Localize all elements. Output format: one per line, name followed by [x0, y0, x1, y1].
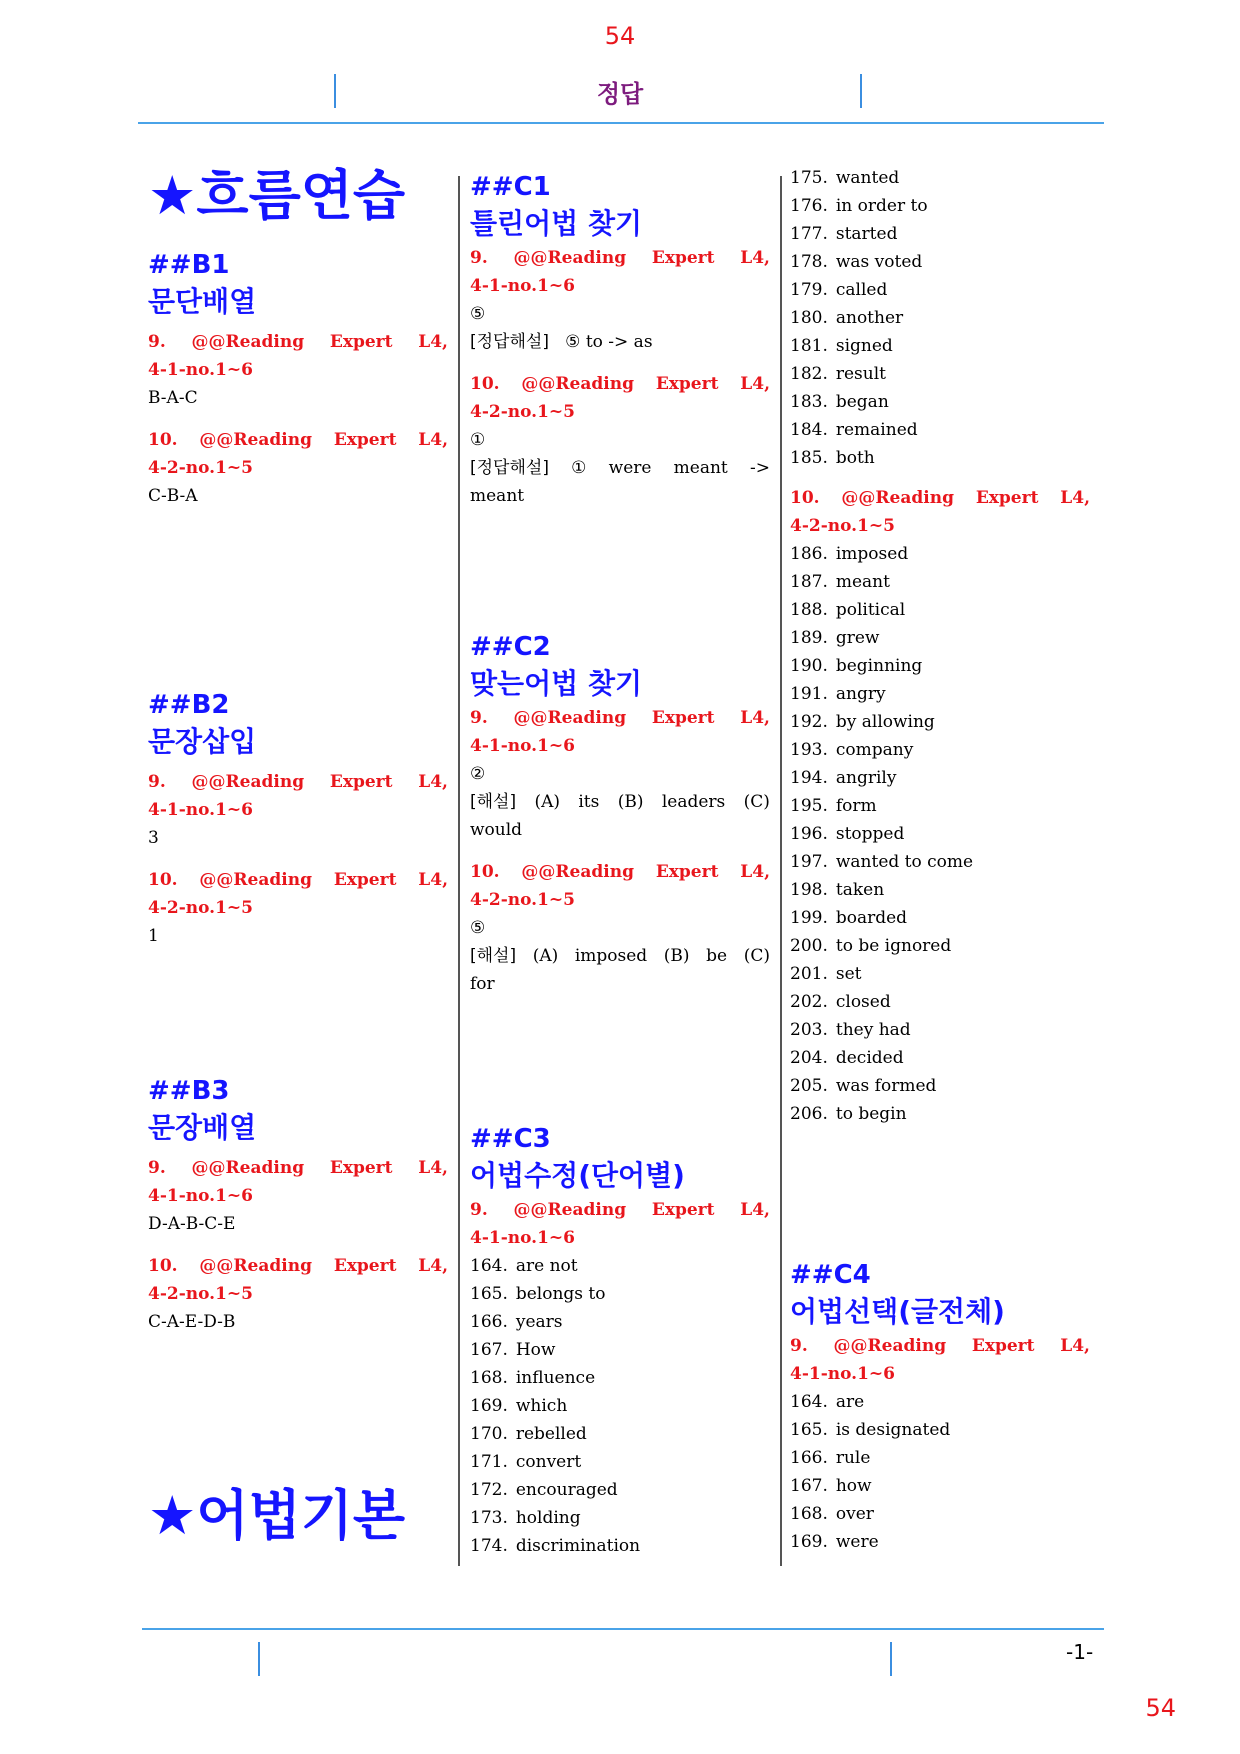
explanation: [정답해설] ① were meant -> [470, 458, 770, 478]
section-code: ##B1 [148, 250, 230, 280]
answer: C-B-A [148, 486, 198, 506]
list-item: 190. beginning [790, 656, 923, 676]
section-c3 [470, 1122, 770, 1560]
answer: 1 [148, 926, 159, 946]
column-divider-1 [458, 176, 460, 1566]
source-ref: 9. @@Reading Expert L4, 4-1-no.1~6 [148, 772, 448, 820]
answer: C-A-E-D-B [148, 1312, 236, 1332]
list-item: 192. by allowing [790, 712, 935, 732]
explanation: [정답해설] ⑤ to -> as [470, 332, 653, 352]
footer-divider-right [890, 1642, 892, 1676]
list-item: 189. grew [790, 628, 880, 648]
list-item: 176. in order to [790, 196, 928, 216]
section-title: 어법선택(글전체) [790, 1295, 1005, 1328]
list-item: 178. was voted [790, 252, 923, 272]
list-item: 171. convert [470, 1452, 582, 1472]
list-item: 182. result [790, 364, 886, 384]
footer-rule [142, 1628, 1104, 1630]
list-item: 204. decided [790, 1048, 904, 1068]
explanation-continued: meant [470, 486, 525, 506]
section-b1 [148, 248, 448, 510]
section-code: ##C1 [470, 172, 551, 202]
answer-list [790, 1388, 1090, 1556]
list-item: 167. how [790, 1476, 872, 1496]
explanation: [해설] (A) imposed (B) be (C) [470, 946, 770, 966]
source-ref: 9. @@Reading Expert L4, 4-1-no.1~6 [470, 1200, 770, 1248]
footer-page-number: 54 [1145, 1694, 1176, 1722]
section-code: ##B3 [148, 1076, 230, 1106]
footer-page-label: -1- [1066, 1640, 1094, 1664]
source-ref: 10. @@Reading Expert L4, 4-2-no.1~5 [148, 1256, 448, 1304]
list-item: 203. they had [790, 1020, 911, 1040]
list-item: 170. rebelled [470, 1424, 587, 1444]
source-ref: 9. @@Reading Expert L4, 4-1-no.1~6 [148, 1158, 448, 1206]
list-item: 166. rule [790, 1448, 871, 1468]
list-item: 169. were [790, 1532, 879, 1552]
section-title: 문단배열 [148, 285, 257, 318]
section-c2 [470, 630, 770, 998]
section-heading-grammar-basics: ★어법기본 [148, 1484, 406, 1547]
list-item: 193. company [790, 740, 914, 760]
list-item: 168. influence [470, 1368, 596, 1388]
column-divider-2 [780, 176, 782, 1566]
header-title: 정답 [596, 80, 644, 108]
list-item: 179. called [790, 280, 888, 300]
list-item: 168. over [790, 1504, 874, 1524]
list-item: 198. taken [790, 880, 885, 900]
answer-list [790, 164, 1090, 472]
answer: 3 [148, 828, 159, 848]
list-item: 205. was formed [790, 1076, 937, 1096]
answer: B-A-C [148, 388, 198, 408]
section-title: 문장삽입 [148, 725, 257, 758]
answer: ① [470, 430, 486, 450]
list-item: 185. both [790, 448, 875, 468]
section-code: ##B2 [148, 690, 230, 720]
list-item: 181. signed [790, 336, 893, 356]
list-item: 173. holding [470, 1508, 581, 1528]
list-item: 172. encouraged [470, 1480, 618, 1500]
list-item: 195. form [790, 796, 877, 816]
header-divider-right [860, 74, 862, 108]
source-ref: 10. @@Reading Expert L4, 4-2-no.1~5 [148, 430, 448, 478]
list-item: 194. angrily [790, 768, 897, 788]
list-item: 167. How [470, 1340, 556, 1360]
explanation-continued: for [470, 974, 495, 994]
list-item: 164. are not [470, 1256, 578, 1276]
list-item: 201. set [790, 964, 862, 984]
list-item: 174. discrimination [470, 1536, 641, 1556]
answer: D-A-B-C-E [148, 1214, 236, 1234]
section-b3 [148, 1074, 448, 1336]
answer: ② [470, 764, 486, 784]
list-item: 202. closed [790, 992, 891, 1012]
source-ref: 9. @@Reading Expert L4, 4-1-no.1~6 [470, 248, 770, 296]
section-code: ##C4 [790, 1260, 871, 1290]
list-item: 196. stopped [790, 824, 905, 844]
source-ref: 9. @@Reading Expert L4, 4-1-no.1~6 [148, 332, 448, 380]
section-title: 어법수정(단어별) [470, 1159, 685, 1192]
header-rule [138, 122, 1104, 124]
section-title: 틀린어법 찾기 [470, 207, 643, 240]
list-item: 191. angry [790, 684, 886, 704]
list-item: 197. wanted to come [790, 852, 974, 872]
list-item: 184. remained [790, 420, 918, 440]
answers-c3-continued [790, 164, 1090, 1128]
source-ref: 10. @@Reading Expert L4, 4-2-no.1~5 [470, 374, 770, 422]
list-item: 183. began [790, 392, 889, 412]
list-item: 199. boarded [790, 908, 908, 928]
list-item: 164. are [790, 1392, 865, 1412]
source-ref: 9. @@Reading Expert L4, 4-1-no.1~6 [790, 1336, 1090, 1384]
list-item: 166. years [470, 1312, 563, 1332]
explanation: [해설] (A) its (B) leaders (C) [470, 792, 770, 812]
answer: ⑤ [470, 304, 486, 324]
list-item: 175. wanted [790, 168, 900, 188]
list-item: 187. meant [790, 572, 890, 592]
list-item: 180. another [790, 308, 904, 328]
list-item: 165. belongs to [470, 1284, 606, 1304]
list-item: 177. started [790, 224, 898, 244]
list-item: 165. is designated [790, 1420, 951, 1440]
section-c4 [790, 1258, 1090, 1556]
answer-list [470, 1252, 770, 1560]
header-page-number: 54 [604, 22, 636, 50]
list-item: 188. political [790, 600, 906, 620]
source-ref: 10. @@Reading Expert L4, 4-2-no.1~5 [148, 870, 448, 918]
section-c1 [470, 170, 770, 510]
answer: ⑤ [470, 918, 486, 938]
list-item: 186. imposed [790, 544, 909, 564]
list-item: 169. which [470, 1396, 568, 1416]
section-b2 [148, 688, 448, 950]
section-code: ##C3 [470, 1124, 551, 1154]
list-item: 200. to be ignored [790, 936, 952, 956]
section-heading-flow-practice: ★흐름연습 [148, 164, 406, 227]
section-title: 맞는어법 찾기 [470, 667, 643, 700]
answer-list [790, 540, 1090, 1128]
section-title: 문장배열 [148, 1111, 257, 1144]
list-item: 206. to begin [790, 1104, 907, 1124]
footer-divider-left [258, 1642, 260, 1676]
source-ref: 10. @@Reading Expert L4, 4-2-no.1~5 [470, 862, 770, 910]
source-ref: 10. @@Reading Expert L4, 4-2-no.1~5 [790, 488, 1090, 536]
section-code: ##C2 [470, 632, 551, 662]
explanation-continued: would [470, 820, 523, 840]
source-ref: 9. @@Reading Expert L4, 4-1-no.1~6 [470, 708, 770, 756]
